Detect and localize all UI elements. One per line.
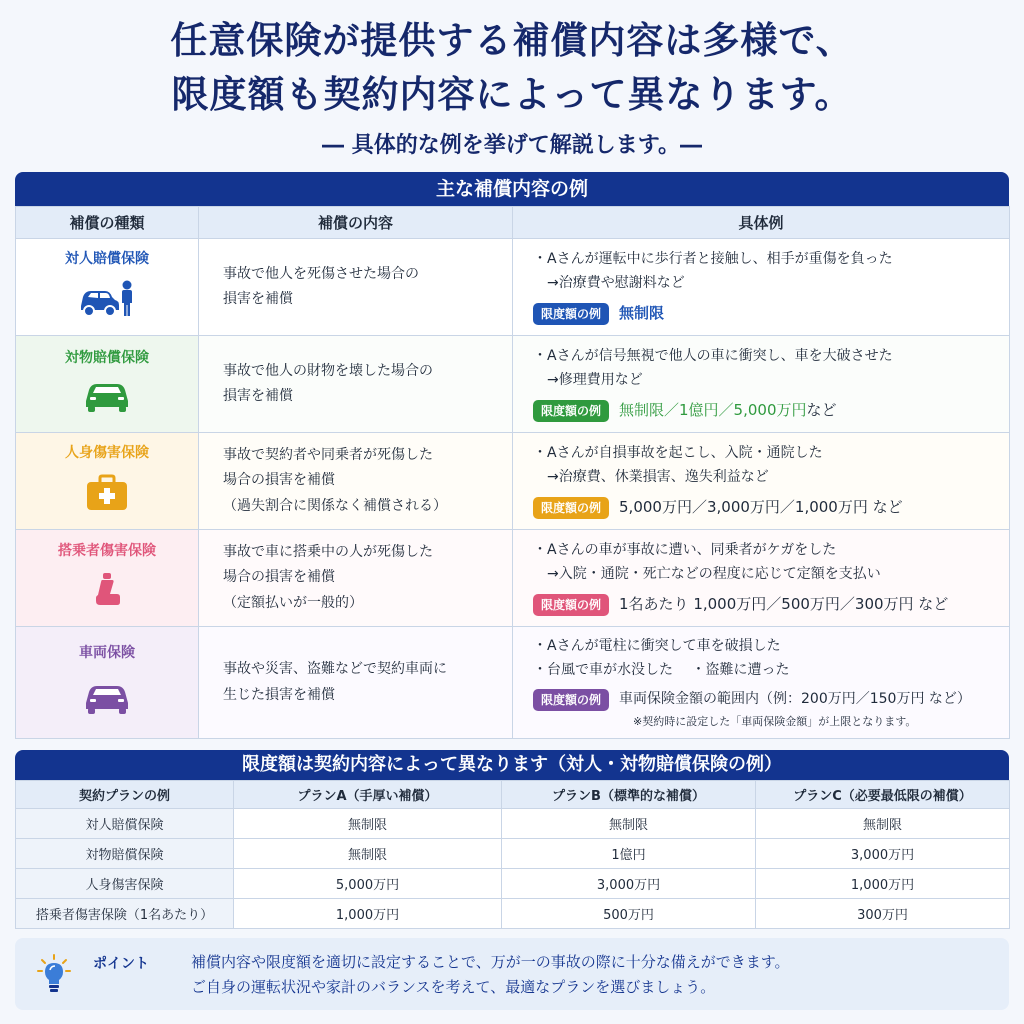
example-line: →治療費や慰謝料など xyxy=(547,275,685,291)
table-row xyxy=(16,839,1010,869)
coverage-content-line: 損害を補償 xyxy=(223,291,293,307)
table-row xyxy=(16,336,1010,433)
coverage-content-line: （定額払いが一般的） xyxy=(223,594,363,611)
coverage-type-name: 人身傷害保険 xyxy=(65,444,149,461)
point-label: ポイント xyxy=(93,956,149,972)
coverage-content-line: 場合の損害を補償 xyxy=(223,569,335,586)
col-header-example: 具体例 xyxy=(513,207,1010,239)
example-cell xyxy=(513,239,1010,336)
example-cell xyxy=(513,530,1010,627)
limit-label-badge: 限度額の例 xyxy=(533,594,609,616)
coverage-content-line: （過失割合に関係なく補償される） xyxy=(223,497,447,514)
point-text-line: 補償内容や限度額を適切に設定することで、万が一の事故の際に十分な備えができます。 xyxy=(191,953,790,971)
example-line: ・Aさんが自損事故を起こし、入院・通院した xyxy=(533,445,823,461)
section-title-plans: 限度額は契約内容によって異なります（対人・対物賠償保険の例） xyxy=(15,750,1009,780)
coverage-content-cell xyxy=(199,530,513,627)
page-subtitle: ― 具体的な例を挙げて解説します。― xyxy=(322,133,702,158)
plan-cell: 1,000万円 xyxy=(234,899,502,929)
coverage-content-line: 事故で他人の財物を壊した場合の xyxy=(223,362,433,379)
coverage-type-cell xyxy=(16,239,199,336)
limit-row xyxy=(533,300,1009,327)
limit-label-badge: 限度額の例 xyxy=(533,497,609,519)
example-line: →治療費、休業損害、逸失利益など xyxy=(547,469,769,485)
plan-cell: 無制限 xyxy=(756,809,1010,839)
coverage-type-name: 搭乗者傷害保険 xyxy=(58,542,156,559)
example-line: ・Aさんの車が事故に遭い、同乗者がケガをした xyxy=(533,542,837,558)
page-title-line-1: 任意保険が提供する補償内容は多様で、 xyxy=(170,19,854,62)
coverage-type-cell xyxy=(16,627,199,739)
limit-row xyxy=(533,397,1009,424)
col-header-type: 補償の種類 xyxy=(16,207,199,239)
limit-value-suffix: など xyxy=(806,401,837,419)
plan-cell: 5,000万円 xyxy=(234,869,502,899)
col-header-content: 補償の内容 xyxy=(199,207,513,239)
example-line: ・Aさんが電柱に衝突して車を破損した xyxy=(533,638,781,655)
coverage-content-line: 事故で車に搭乗中の人が死傷した xyxy=(223,544,433,561)
col-header-plan-b: プランB（標準的な補償） xyxy=(502,781,756,809)
coverage-table-header xyxy=(16,207,1010,239)
plan-cell: 無制限 xyxy=(234,839,502,869)
limit-value: 1名あたり 1,000万円／500万円／300万円 など xyxy=(619,595,949,613)
limit-value: 無制限／1億円／5,000万円 xyxy=(619,401,807,419)
example-cell xyxy=(513,627,1010,739)
plan-cell: 3,000万円 xyxy=(756,839,1010,869)
plan-cell: 無制限 xyxy=(502,809,756,839)
example-line: →修理費用など xyxy=(547,372,643,388)
first-aid-kit-icon xyxy=(16,474,198,521)
plan-row-header: 人身傷害保険 xyxy=(16,869,234,899)
limit-value: 車両保険金額の範囲内（例：200万円／150万円 など） xyxy=(619,691,971,708)
limit-value: 5,000万円／3,000万円／1,000万円 など xyxy=(619,498,903,516)
limit-row xyxy=(533,687,1009,712)
plan-row-header: 対物賠償保険 xyxy=(16,839,234,869)
example-cell xyxy=(513,336,1010,433)
section-title-coverage: 主な補償内容の例 xyxy=(15,172,1009,206)
coverage-content-line: 場合の損害を補償 xyxy=(223,472,335,489)
point-box xyxy=(15,938,1009,1010)
coverage-table xyxy=(15,206,1010,739)
car-icon xyxy=(16,681,198,724)
car-seat-icon xyxy=(16,572,198,617)
coverage-type-cell xyxy=(16,336,199,433)
point-text-line: ご自身の運転状況や家計のバランスを考えて、最適なプランを選びましょう。 xyxy=(191,978,716,996)
car-icon xyxy=(16,379,198,422)
lightbulb-icon xyxy=(37,954,71,998)
col-header-plan-a: プランA（手厚い補償） xyxy=(234,781,502,809)
coverage-content-line: 事故や災害、盗難などで契約車両に xyxy=(223,661,447,678)
point-text xyxy=(191,950,790,1000)
plan-cell: 無制限 xyxy=(234,809,502,839)
limit-label-badge: 限度額の例 xyxy=(533,689,609,711)
coverage-type-cell xyxy=(16,433,199,530)
col-header-plan-c: プランC（必要最低限の補償） xyxy=(756,781,1010,809)
coverage-type-name: 車両保険 xyxy=(79,645,135,662)
coverage-content-line: 損害を補償 xyxy=(223,388,293,404)
coverage-type-name: 対物賠償保険 xyxy=(65,349,149,366)
coverage-type-cell xyxy=(16,530,199,627)
page-title-line-2: 限度額も契約内容によって異なります。 xyxy=(171,73,853,116)
plan-cell: 3,000万円 xyxy=(502,869,756,899)
limit-label-badge: 限度額の例 xyxy=(533,303,609,325)
table-row xyxy=(16,869,1010,899)
limit-row xyxy=(533,494,1009,521)
example-line: →入院・通院・死亡などの程度に応じて定額を支払い xyxy=(547,566,881,582)
plan-row-header: 搭乗者傷害保険（1名あたり） xyxy=(16,899,234,929)
coverage-content-cell xyxy=(199,627,513,739)
plan-cell: 300万円 xyxy=(756,899,1010,929)
table-row xyxy=(16,899,1010,929)
limit-label-badge: 限度額の例 xyxy=(533,400,609,422)
limit-value: 無制限 xyxy=(619,304,665,322)
coverage-content-line: 事故で他人を死傷させた場合の xyxy=(223,265,419,282)
col-header-plan-example: 契約プランの例 xyxy=(16,781,234,809)
limit-row xyxy=(533,591,1009,618)
table-row xyxy=(16,433,1010,530)
limit-note: ※契約時に設定した「車両保険金額」が上限となります。 xyxy=(633,714,917,728)
coverage-type-name: 対人賠償保険 xyxy=(65,250,149,267)
plan-comparison-table xyxy=(15,780,1010,929)
table-row xyxy=(16,809,1010,839)
example-cell xyxy=(513,433,1010,530)
coverage-content-line: 生じた損害を補償 xyxy=(223,686,335,703)
coverage-content-cell xyxy=(199,336,513,433)
coverage-content-cell xyxy=(199,239,513,336)
page-header xyxy=(0,0,1024,170)
example-line: ・台風で車が水没した ・盗難に遭った xyxy=(533,662,790,679)
coverage-content-cell xyxy=(199,433,513,530)
example-line: ・Aさんが運転中に歩行者と接触し、相手が重傷を負った xyxy=(533,251,893,267)
table-row xyxy=(16,530,1010,627)
table-row xyxy=(16,627,1010,739)
plan-cell: 1億円 xyxy=(502,839,756,869)
plan-cell: 1,000万円 xyxy=(756,869,1010,899)
plan-table-header xyxy=(16,781,1010,809)
example-line: ・Aさんが信号無視で他人の車に衝突し、車を大破させた xyxy=(533,348,893,364)
table-row xyxy=(16,239,1010,336)
person-car-icon xyxy=(16,280,198,327)
plan-cell: 500万円 xyxy=(502,899,756,929)
plan-row-header: 対人賠償保険 xyxy=(16,809,234,839)
coverage-content-line: 事故で契約者や同乗者が死傷した xyxy=(223,447,433,464)
